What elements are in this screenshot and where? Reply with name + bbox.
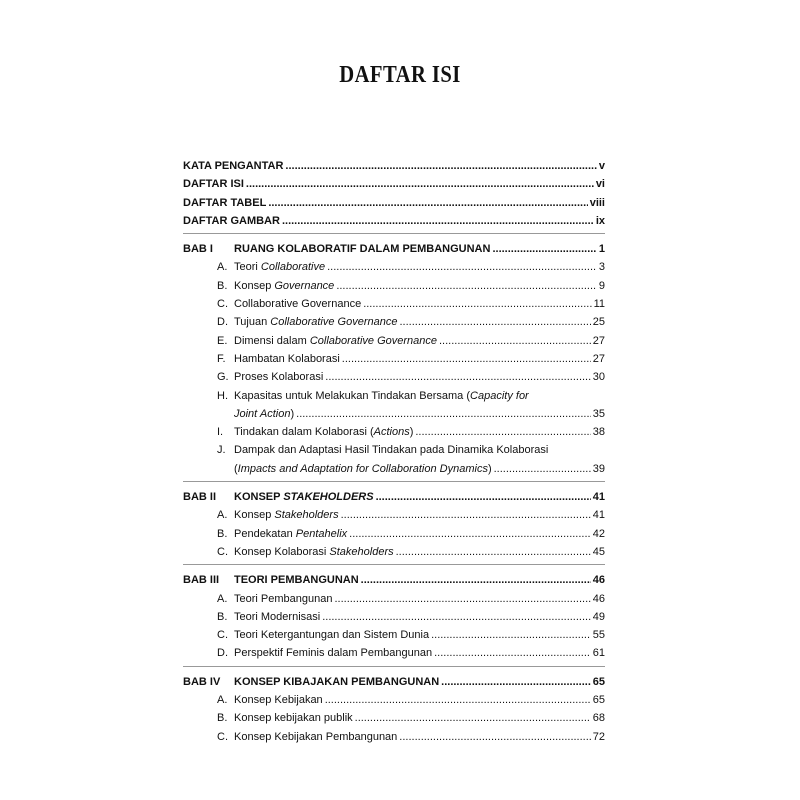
entry-page: 27 xyxy=(592,352,605,365)
divider xyxy=(183,666,605,667)
entry-label xyxy=(234,423,413,441)
entry-label xyxy=(234,506,339,524)
label-text: Teori xyxy=(234,261,261,274)
toc-subentry[interactable] xyxy=(183,423,605,441)
entry-page: v xyxy=(598,160,605,172)
label-text: Hambatan Kolaborasi xyxy=(234,352,340,365)
leader-dots xyxy=(494,460,591,478)
entry-letter: C. xyxy=(217,298,228,311)
toc-subentry[interactable] xyxy=(183,277,605,295)
entry-label xyxy=(234,277,334,295)
entry-page: 49 xyxy=(592,610,605,623)
entry-label: Konsep Kebijakan Pembangunan xyxy=(234,730,398,743)
entry-letter: A. xyxy=(217,592,228,605)
entry-letter: G. xyxy=(217,371,229,384)
label-italic: Collaborative Governance xyxy=(270,316,398,329)
chapter-number: BAB IV xyxy=(183,675,221,688)
label-text: Pendekatan xyxy=(234,527,296,540)
chapter-heading[interactable] xyxy=(183,571,605,589)
leader-dots xyxy=(396,543,591,561)
toc-subentry[interactable] xyxy=(183,368,605,386)
entry-page: 45 xyxy=(592,545,605,558)
entry-page: 27 xyxy=(592,334,605,347)
label-text: KONSEP xyxy=(234,491,284,504)
entry-label xyxy=(234,350,340,368)
entry-letter: I. xyxy=(217,426,224,439)
label-italic: Stakeholders xyxy=(274,509,339,522)
toc-subentry[interactable] xyxy=(183,295,605,313)
leader-dots xyxy=(376,488,591,506)
toc-entry[interactable] xyxy=(183,194,605,212)
leader-dots xyxy=(492,240,596,258)
entry-page: 3 xyxy=(598,261,605,274)
label-italic: Stakeholders xyxy=(329,545,394,558)
leader-dots xyxy=(349,525,591,543)
entry-label xyxy=(234,460,492,478)
chapter-heading[interactable] xyxy=(183,673,605,691)
toc-subentry[interactable] xyxy=(183,313,605,331)
entry-page: 11 xyxy=(593,298,605,311)
leader-dots xyxy=(282,212,594,230)
toc-subentry-continued[interactable] xyxy=(183,405,605,423)
label-text: Konsep xyxy=(234,279,275,292)
entry-page: 42 xyxy=(592,527,605,540)
chapter-number: BAB II xyxy=(183,491,216,504)
entry-letter: H. xyxy=(217,389,228,402)
toc-subentry[interactable] xyxy=(183,350,605,368)
entry-page: 65 xyxy=(592,694,605,707)
toc-subentry[interactable] xyxy=(183,728,605,746)
label-text: Proses Kolaborasi xyxy=(234,371,324,384)
leader-dots xyxy=(341,506,591,524)
entry-page: 46 xyxy=(592,592,605,605)
table-of-contents xyxy=(183,157,605,746)
chapter-title: RUANG KOLABORATIF DALAM PEMBANGUNAN xyxy=(234,243,491,256)
entry-page: 38 xyxy=(592,426,605,439)
chapter-number: BAB I xyxy=(183,243,213,256)
leader-dots xyxy=(439,332,591,350)
chapter-number: BAB III xyxy=(183,574,220,587)
leader-dots xyxy=(399,728,590,746)
entry-page: 35 xyxy=(592,407,605,420)
toc-subentry[interactable] xyxy=(183,644,605,662)
entry-page: 46 xyxy=(592,574,605,587)
entry-page: 9 xyxy=(598,279,605,292)
entry-label xyxy=(234,258,325,276)
leader-dots xyxy=(434,644,591,662)
toc-entry[interactable] xyxy=(183,175,605,193)
entry-label xyxy=(234,405,294,423)
label-italic: Collaborative Governance xyxy=(309,334,437,347)
leader-dots xyxy=(322,608,591,626)
divider xyxy=(183,481,605,482)
toc-subentry[interactable] xyxy=(183,709,605,727)
entry-label: Dampak dan Adaptasi Hasil Tindakan pada Dinamika Kolaborasi xyxy=(234,444,549,457)
toc-entry[interactable] xyxy=(183,157,605,175)
entry-letter: C. xyxy=(217,730,228,743)
entry-label: DAFTAR TABEL xyxy=(183,196,267,209)
entry-page: 30 xyxy=(592,371,605,384)
entry-label: DAFTAR ISI xyxy=(183,178,244,191)
label-italic: Collaborative xyxy=(260,261,326,274)
chapter-heading[interactable] xyxy=(183,240,605,258)
toc-subentry[interactable] xyxy=(183,441,605,459)
entry-label xyxy=(234,387,529,405)
entry-letter: J. xyxy=(217,444,226,457)
entry-page: viii xyxy=(589,196,605,209)
toc-subentry[interactable] xyxy=(183,590,605,608)
entry-page: 25 xyxy=(592,316,605,329)
entry-label: KATA PENGANTAR xyxy=(183,160,284,172)
toc-subentry[interactable] xyxy=(183,506,605,524)
label-italic: Governance xyxy=(274,279,335,292)
label-italic: Joint Action xyxy=(234,407,291,420)
entry-letter: C. xyxy=(217,629,228,642)
leader-dots xyxy=(431,626,591,644)
entry-letter: D. xyxy=(217,316,228,329)
entry-label xyxy=(234,543,394,561)
leader-dots xyxy=(285,157,596,175)
label-text: Tindakan dalam Kolaborasi ( xyxy=(234,426,374,439)
leader-dots xyxy=(342,350,591,368)
toc-subentry[interactable] xyxy=(183,258,605,276)
label-italic: Actions xyxy=(373,426,410,439)
leader-dots xyxy=(415,423,590,441)
entry-label: Konsep kebijakan publik xyxy=(234,712,353,725)
leader-dots xyxy=(334,590,590,608)
leader-dots xyxy=(363,295,591,313)
leader-dots xyxy=(268,194,587,212)
label-italic: Impacts and Adaptation for Collaboration Dynamics xyxy=(237,462,488,475)
entry-page: 41 xyxy=(592,509,605,522)
toc-subentry[interactable] xyxy=(183,525,605,543)
entry-letter: A. xyxy=(217,509,228,522)
leader-dots xyxy=(336,277,597,295)
entry-page: ix xyxy=(595,214,605,227)
chapter-heading[interactable] xyxy=(183,488,605,506)
entry-letter: E. xyxy=(217,334,228,347)
label-italic: Pentahelix xyxy=(295,527,348,540)
toc-subentry[interactable] xyxy=(183,332,605,350)
entry-letter: C. xyxy=(217,545,228,558)
entry-page: vi xyxy=(595,178,605,191)
entry-page: 41 xyxy=(592,491,605,504)
leader-dots xyxy=(246,175,594,193)
entry-label: Perspektif Feminis dalam Pembangunan xyxy=(234,647,433,660)
divider xyxy=(183,564,605,565)
entry-label xyxy=(234,525,347,543)
toc-subentry[interactable] xyxy=(183,387,605,405)
entry-label: Konsep Kebijakan xyxy=(234,694,323,707)
entry-letter: A. xyxy=(217,261,228,274)
entry-page: 65 xyxy=(592,675,605,688)
leader-dots xyxy=(325,691,591,709)
toc-subentry-continued[interactable] xyxy=(183,460,605,478)
leader-dots xyxy=(355,709,591,727)
entry-label: Teori Modernisasi xyxy=(234,610,321,623)
chapter-title xyxy=(234,488,374,506)
label-italic: Capacity for xyxy=(470,389,529,402)
entry-letter: F. xyxy=(217,352,226,365)
entry-page: 68 xyxy=(592,712,605,725)
toc-subentry[interactable] xyxy=(183,691,605,709)
toc-subentry[interactable] xyxy=(183,543,605,561)
leader-dots xyxy=(296,405,591,423)
entry-label xyxy=(234,295,361,313)
entry-label xyxy=(234,332,437,350)
toc-entry[interactable] xyxy=(183,212,605,230)
leader-dots xyxy=(399,313,590,331)
leader-dots xyxy=(441,673,591,691)
entry-page: 39 xyxy=(592,462,605,475)
entry-page: 72 xyxy=(592,730,605,743)
label-text: ) xyxy=(487,462,492,475)
entry-letter: B. xyxy=(217,712,228,725)
label-text: Kapasitas untuk Melakukan Tindakan Bersama ( xyxy=(234,389,471,402)
chapter-title: KONSEP KIBAJAKAN PEMBANGUNAN xyxy=(234,675,440,688)
entry-label: Teori Pembangunan xyxy=(234,592,333,605)
entry-page: 61 xyxy=(592,647,605,660)
label-text: Collaborative Governance xyxy=(234,298,362,311)
label-text: ) xyxy=(290,407,295,420)
page-title: DAFTAR ISI xyxy=(339,62,461,88)
label-text: Tujuan xyxy=(234,316,271,329)
entry-letter: B. xyxy=(217,279,228,292)
entry-label: DAFTAR GAMBAR xyxy=(183,214,280,227)
toc-subentry[interactable] xyxy=(183,626,605,644)
toc-subentry[interactable] xyxy=(183,608,605,626)
label-text: ) xyxy=(409,426,414,439)
entry-label xyxy=(234,313,397,331)
label-italic: STAKEHOLDERS xyxy=(283,491,374,504)
leader-dots xyxy=(361,571,591,589)
entry-page: 55 xyxy=(592,629,605,642)
entry-letter: A. xyxy=(217,694,228,707)
entry-letter: B. xyxy=(217,527,228,540)
chapter-title: TEORI PEMBANGUNAN xyxy=(234,574,359,587)
entry-letter: B. xyxy=(217,610,228,623)
leader-dots xyxy=(327,258,597,276)
label-text: ( xyxy=(234,462,238,475)
label-text: Konsep xyxy=(234,509,275,522)
entry-label: Teori Ketergantungan dan Sistem Dunia xyxy=(234,629,430,642)
label-text: Dimensi dalam xyxy=(234,334,310,347)
entry-letter: D. xyxy=(217,647,228,660)
label-text: Konsep Kolaborasi xyxy=(234,545,330,558)
entry-page: 1 xyxy=(598,243,605,256)
leader-dots xyxy=(325,368,590,386)
divider xyxy=(183,233,605,234)
entry-label xyxy=(234,368,323,386)
